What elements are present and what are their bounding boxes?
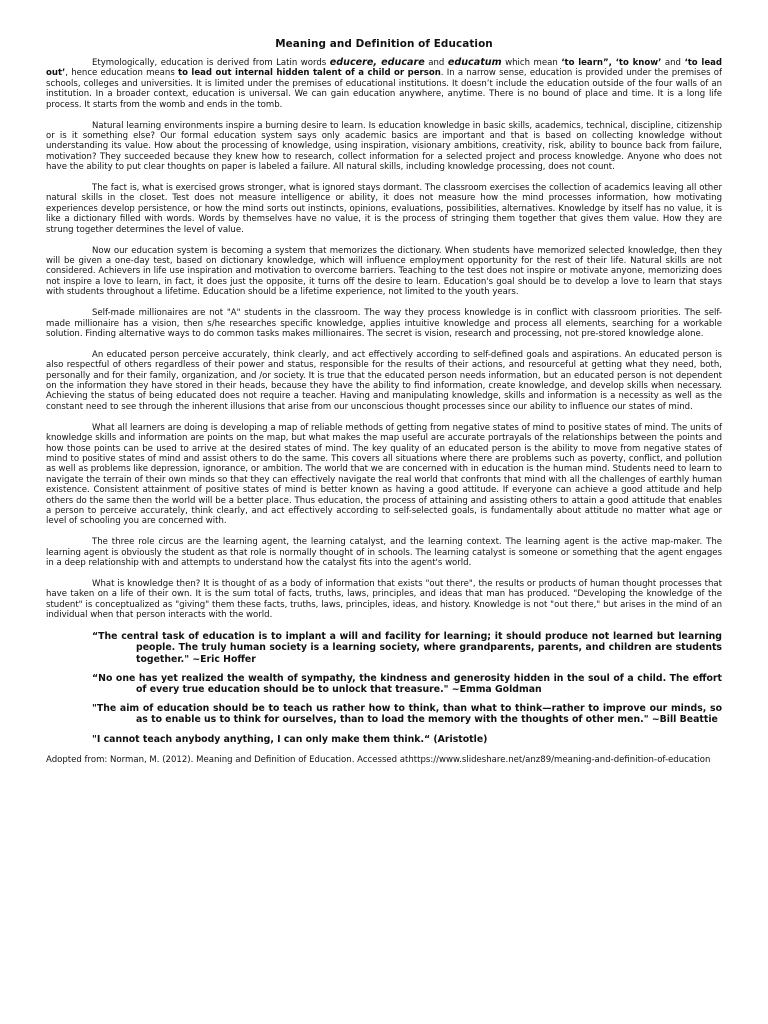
paragraph-educated-person: An educated person perceive accurately, think clearly, and act effectively according to self-defined goals and aspirations. An educated person is also respectful of others regardless of their power and status, responsible for the results of their actions, and resourceful at getting what they need, both, personally and for their family, organization, and /or society. It is true that the educated person needs information, but an educated person is not dependent on the information they have stored in their heads, because they have the ability to find information, create knowledge, and develop skills when necessary. Achieving the status of being educated does not require a teacher. Having and manipulating knowledge, skills and information is a necessity as well as the constant need to see through the inherent illusions that arise from our unconscious thought processes since our ability to influence our states of mind. [46,349,722,412]
paragraph-millionaires: Self-made millionaires are not "A" students in the classroom. The way they process knowledge is in conflict with classroom priorities. The self-made millionaire has a vision, then s/he researches specific knowledge, applies intuitive knowledge and process all elements, searching for a workable solution. Finding alternative ways to do common tasks makes millionaires. The secret is vision, research and processing, not pre-stored knowledge alone. [46,308,722,339]
p1-text-i: , hence education means [65,68,178,79]
quote-aristotle: "I cannot teach anybody anything, I can only make them think.“ (Aristotle) [92,733,488,745]
p1-latin-educatum: educatum [447,57,502,68]
p1-text-c: and [424,58,448,68]
p1-meaning-lead-out: ‘to lead out’ [46,58,723,79]
quote-goldman: “No one has yet realized the wealth of sympathy, the kindness and generosity hidden in the soul of a child. The effort of every true education should be to unlock that treasure." ~Emma Goldman [92,672,722,695]
p1-text-a: Etymologically, education is derived from Latin words [92,58,330,68]
quote-beattie: "The aim of education should be to teach us rather how to think, than what to think—rather to improve our minds, so as to enable us to think for ourselves, than to load the memory with the thoughts of other men." ~Bill Beattie [92,703,722,726]
paragraph-exercise: The fact is, what is exercised grows stronger, what is ignored stays dormant. The classroom exercises the collection of academics leaving all other natural skills in the closet. Test does not measure intelligence or ability, it does not measure how the mind processes information, how motivating experiences develop persistence, or how the mind sorts out instincts, opinions, evaluations, possibilities, alternatives. Knowledge by itself has no value, it is like a dictionary filled with words. Words by themselves have no value, it is the process of stringing them together that gives them value. How they are strung together determines the level of value. [46,183,722,235]
paragraph-knowledge: What is knowledge then? It is thought of as a body of information that exists "out there", the results or products of human thought processes that have taken on a life of their own. It is the sum total of facts, truths, laws, principles, and ideas that man has produced. "Developing the knowledge of the student" is conceptualized as "giving" them these facts, truths, laws, principles, ideas, and history. Knowledge is not "out there," but arises in the mind of an individual when that person interacts with the world. [46,579,722,621]
quotes-list [46,631,722,745]
p1-text-k: . In a narrow sense, education is provided under the premises of schools, colleges and universities. It is limited under the premises of educational institutions. It doesn’t include the education outside of the four walls of an institution. In a broader context, education is universal. We can gain education anywhere, anytime. There is no bound of place and time. It is a long life process. It starts from the womb and ends in the tomb. [46,68,723,110]
p1-text-e: which mean [501,58,562,68]
paragraph-etymology [46,58,722,110]
p1-meaning-learn-know: ‘to learn”, ‘to know’ [561,58,662,68]
source-citation: Adopted from: Norman, M. (2012). Meaning and Definition of Education. Accessed athttps://www.slideshare.net/anz89/meaning-and-definition-of-education [46,754,711,765]
quote-hoffer: “The central task of education is to implant a will and facility for learning; it should produce not learned but learning people. The truly human society is a learning society, where grandparents, parents, and children are students together." ~Eric Hoffer [92,631,722,665]
p1-text-g: and [661,58,685,68]
paragraph-map-of-mind: What all learners are doing is developing a map of reliable methods of getting from negative states of mind to positive states of mind. The units of knowledge skills and information are points on the map, but what makes the map useful are accurate portrayals of the relationships between the points and how those points can be used to arrive at the desired states of mind. The key quality of an educated person is the ability to move from negative states of mind to positive states of mind and assist others to do the same. This covers all situations where there are problems such as poverty, conflict, and pollution as well as problems like depression, ignorance, or ambition. The world that we are concerned with in education is the human mind. Students need to learn to navigate the terrain of their own minds so that they can effectively navigate the real world that confronts that mind with all the challenges of earthly human existence. Consistent attainment of positive states of mind is better known as having a good attitude. If everyone can achieve a good attitude and help others do the same then the world will be a better place. Thus education, the process of attaining and assisting others to attain a good attitude that enables a person to perceive accurately, think clearly, and act effectively according to self-selected goals, is fundamentally about attitude no matter what age or level of schooling you are concerned with. [46,422,722,527]
paragraph-three-roles: The three role circus are the learning agent, the learning catalyst, and the learning context. The learning agent is the active map-maker. The learning agent is obviously the student as that role is normally thought of in schools. The learning catalyst is someone or something that the agent engages in a deep relationship with and attempts to understand how the catalyst fits into the agent's world. [46,537,722,569]
document-title: Meaning and Definition of Education [275,38,493,50]
paragraph-natural-learning: Natural learning environments inspire a burning desire to learn. Is education knowledge in basic skills, academics, technical, discipline, citizenship or is it something else? Our formal education system says only academic basics are important and that is based on collecting knowledge without understanding its value. How about the processing of knowledge, using inspiration, visionary ambitions, creativity, risk, ability to bounce back from failure, motivation? They succeeded because they knew how to research, collect information for a selected project and process knowledge. Anyone who does not have the ability to put clear thoughts on paper is labeled a failure. All natural skills, including knowledge processing, does not count. [46,120,722,173]
p1-latin-words: educere, educare [329,57,425,68]
p1-definition: to lead out internal hidden talent of a child or person [178,68,441,79]
paragraph-dictionary: Now our education system is becoming a system that memorizes the dictionary. When students have memorized selected knowledge, then they will be given a one-day test, based on dictionary knowledge, which will influence employment opportunity for the rest of their life. Natural skills are not considered. Achievers in life use inspiration and motivation to overcome barriers. Teaching to the test does not inspire or motivate anyone, memorizing does not inspire a love to learn, in fact, it does just the opposite, it turns off the desire to learn. Education's goal should be to develop a love to learn that stays with students throughout a lifetime. Education should be a lifetime experience, not limited to the youth years. [46,245,722,298]
